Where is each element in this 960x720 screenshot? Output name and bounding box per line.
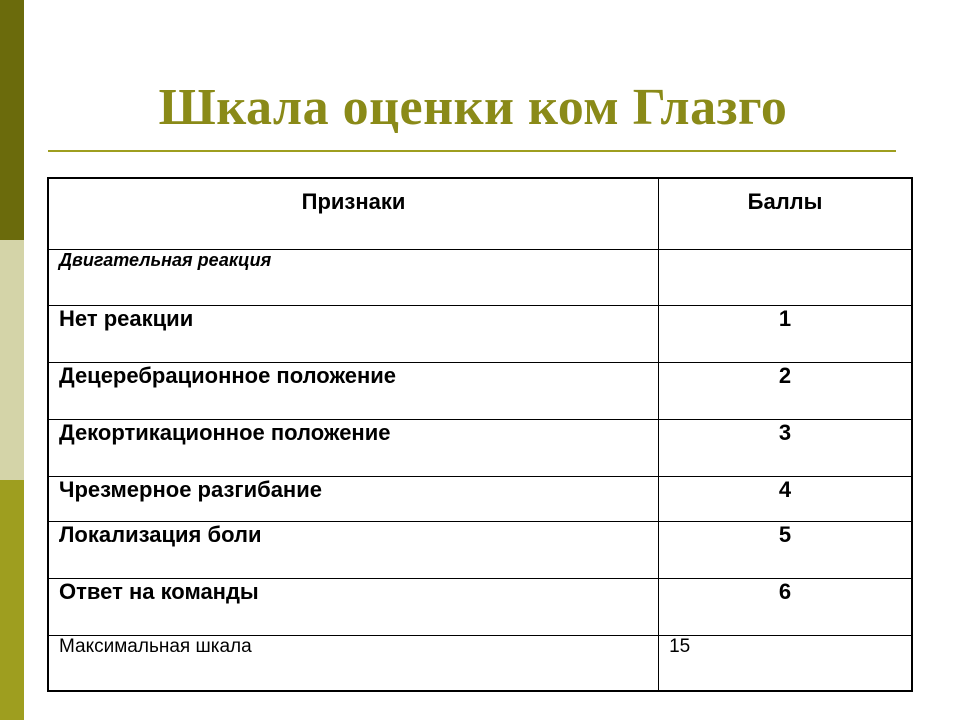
row-sign: Нет реакции	[48, 305, 659, 362]
section-score-empty	[659, 249, 912, 305]
slide-title: Шкала оценки ком Глазго	[158, 79, 788, 136]
table-row	[48, 578, 912, 635]
row-sign: Локализация боли	[48, 521, 659, 578]
row-score: 6	[659, 578, 912, 635]
title-underline	[48, 150, 896, 152]
table-header-row	[48, 178, 912, 249]
section-label: Двигательная реакция	[48, 249, 659, 305]
table-row	[48, 419, 912, 476]
section-row	[48, 249, 912, 305]
row-score: 3	[659, 419, 912, 476]
row-score: 1	[659, 305, 912, 362]
table-row	[48, 305, 912, 362]
row-sign: Ответ на команды	[48, 578, 659, 635]
row-sign: Декортикационное положение	[48, 419, 659, 476]
side-stripe-bottom	[0, 480, 24, 720]
max-label: Максимальная шкала	[48, 635, 659, 691]
header-signs: Признаки	[48, 178, 659, 249]
max-score: 15	[659, 635, 912, 691]
glasgow-scale-table	[47, 177, 913, 692]
table-row	[48, 362, 912, 419]
side-stripe-top	[0, 0, 24, 240]
row-score: 2	[659, 362, 912, 419]
max-row	[48, 635, 912, 691]
table-row	[48, 521, 912, 578]
header-points: Баллы	[659, 178, 912, 249]
row-score: 4	[659, 476, 912, 521]
table-row	[48, 476, 912, 521]
row-sign: Чрезмерное разгибание	[48, 476, 659, 521]
row-sign: Децеребрационное положение	[48, 362, 659, 419]
row-score: 5	[659, 521, 912, 578]
side-stripe-middle	[0, 240, 24, 480]
